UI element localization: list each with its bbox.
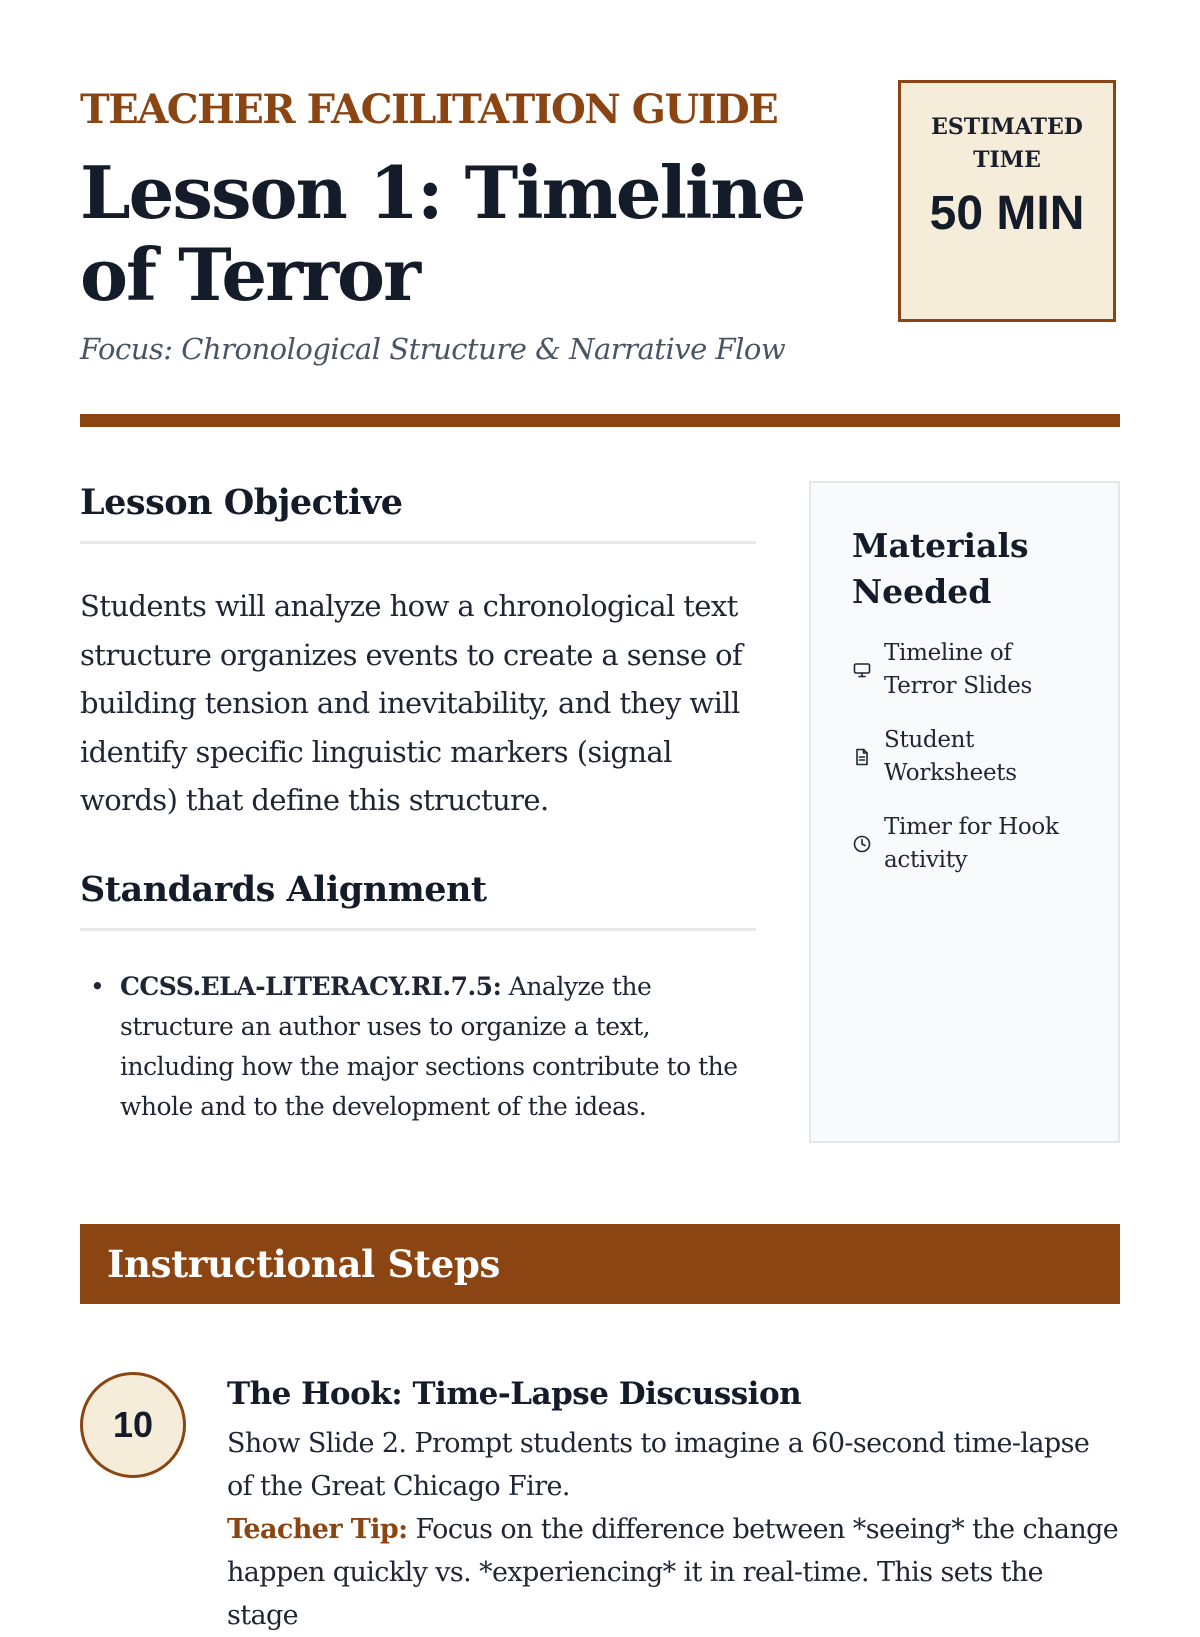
step-description: Show Slide 2. Prompt students to imagine a 60-second time-lapse of the Great Chicago Fire.	[227, 1428, 1090, 1502]
lesson-details	[80, 480, 756, 1127]
standard-code: CCSS.ELA-LITERACY.RI.7.5:	[120, 971, 502, 1001]
clock-icon	[852, 834, 872, 854]
teacher-tip-text: Focus on the difference between *seeing* the change happen quickly vs. *experiencing* it in real-time. This sets the stage	[227, 1514, 1119, 1631]
instructional-steps-banner	[80, 1224, 1120, 1304]
material-label: Student Worksheets	[884, 727, 1017, 786]
materials-heading: Materials Needed	[852, 526, 1029, 611]
guide-header	[80, 80, 1120, 380]
guide-page	[80, 0, 1120, 1631]
materials-panel	[809, 481, 1120, 1143]
presentation-icon	[852, 660, 872, 680]
bullet-icon: •	[90, 971, 105, 1001]
material-item	[852, 811, 1088, 877]
standards-heading: Standards Alignment	[80, 868, 487, 910]
lesson-focus: Focus: Chronological Structure & Narrative Flow	[80, 332, 786, 366]
standard-item	[90, 967, 756, 1127]
standard-text: Analyze the structure an author uses to organize a text, including how the major sections contribute to the whole and to the development of the ideas.	[120, 971, 738, 1121]
lesson-title: Lesson 1: Timeline of Terror	[80, 150, 805, 317]
teacher-tip-label: Teacher Tip:	[227, 1514, 408, 1545]
instructional-steps-heading: Instructional Steps	[107, 1242, 501, 1286]
document-icon	[852, 747, 872, 767]
step-minutes-badge: 10	[80, 1372, 186, 1478]
step-title: The Hook: Time-Lapse Discussion	[227, 1376, 802, 1412]
material-item	[852, 724, 1088, 790]
objective-divider	[80, 541, 756, 544]
material-label: Timeline of Terror Slides	[884, 640, 1033, 699]
step-text	[227, 1422, 1120, 1637]
material-item	[852, 637, 1088, 703]
materials-list	[852, 637, 1088, 877]
standards-divider	[80, 928, 756, 931]
estimated-time-box	[898, 80, 1116, 322]
estimated-time-label: ESTIMATED TIME	[931, 114, 1083, 173]
step-body	[227, 1372, 1120, 1637]
estimated-time-value: 50 MIN	[929, 187, 1085, 240]
header-divider	[80, 414, 1120, 427]
material-label: Timer for Hook activity	[884, 814, 1059, 873]
objective-heading: Lesson Objective	[80, 482, 403, 523]
objective-text: Students will analyze how a chronological text structure organizes events to create a sense of building tension and inevitability, and they will identify specific linguistic markers (signal words) that define this structure.	[80, 589, 743, 817]
standards-list	[80, 967, 756, 1127]
guide-eyebrow: TEACHER FACILITATION GUIDE	[80, 86, 778, 133]
